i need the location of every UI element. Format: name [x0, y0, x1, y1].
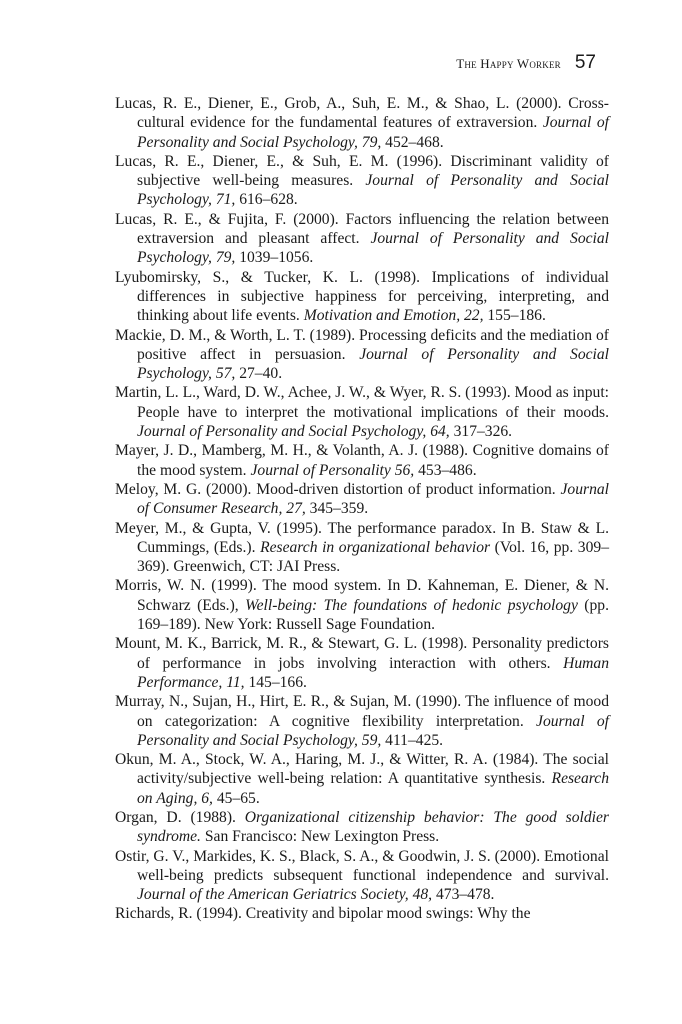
reference-entry: Murray, N., Sujan, H., Hirt, E. R., & Sujan, M. (1990). The influence of mood on categorization: A cognitive flexibility interpretation. Journal of Personality and Social Psychology, 59, 411–425. — [115, 693, 609, 749]
reference-entry: Lucas, R. E., Diener, E., & Suh, E. M. (1996). Discriminant validity of subjective well-being measures. Journal of Personality and Social Psychology, 71, 616–628. — [115, 152, 609, 209]
reference-entry: Ostir, G. V., Markides, K. S., Black, S. A., & Goodwin, J. S. (2000). Emotional well-being predicts subsequent functional independence and survival. Journal of the American Geriatrics Society, 48, 473–478. — [115, 847, 609, 904]
reference-entry: Martin, L. L., Ward, D. W., Achee, J. W., & Wyer, R. S. (1993). Mood as input: People have to interpret the motivational implications of their moods. Journal of Personality and Social Psychology, 64, 317–326. — [115, 384, 609, 441]
reference-list — [115, 94, 609, 924]
running-header — [456, 52, 596, 74]
reference-entry: Meloy, M. G. (2000). Mood-driven distortion of product information. Journal of Consumer Research, 27, 345–359. — [115, 480, 609, 518]
reference-entry: Okun, M. A., Stock, W. A., Haring, M. J., & Witter, R. A. (1984). The social activity/subjective well-being relation: A quantitative synthesis. Research on Aging, 6, 45–65. — [115, 751, 609, 807]
reference-entry: Meyer, M., & Gupta, V. (1995). The performance paradox. In B. Staw & L. Cummings, (Eds.). Research in organizational behavior (Vol. 16, pp. 309–369). Greenwich, CT: JAI Press. — [115, 519, 609, 576]
reference-entry: Richards, R. (1994). Creativity and bipolar mood swings: Why the — [115, 905, 531, 923]
reference-entry: Organ, D. (1988). Organizational citizenship behavior: The good soldier syndrome. San Francisco: New Lexington Press. — [115, 808, 609, 846]
reference-entry: Mayer, J. D., Mamberg, M. H., & Volanth, A. J. (1988). Cognitive domains of the mood system. Journal of Personality 56, 453–486. — [115, 442, 609, 479]
running-title: The Happy Worker — [456, 56, 561, 71]
reference-entry: Morris, W. N. (1999). The mood system. In D. Kahneman, E. Diener, & N. Schwarz (Eds.), Well-being: The foundations of hedonic psychology (pp. 169–189). New York: Russell Sage Foundation. — [115, 577, 609, 634]
page-number: 57 — [574, 52, 596, 73]
reference-entry: Mount, M. K., Barrick, M. R., & Stewart, G. L. (1998). Personality predictors of performance in jobs involving interaction with others. Human Performance, 11, 145–166. — [115, 635, 609, 691]
reference-entry: Lucas, R. E., & Fujita, F. (2000). Factors influencing the relation between extraversion and pleasant affect. Journal of Personality and Social Psychology, 79, 1039–1056. — [115, 210, 609, 267]
reference-entry: Lucas, R. E., Diener, E., Grob, A., Suh, E. M., & Shao, L. (2000). Cross-cultural evidence for the fundamental features of extraversion. Journal of Personality and Social Psychology, 79, 452–468. — [115, 95, 609, 151]
reference-entry: Mackie, D. M., & Worth, L. T. (1989). Processing deficits and the mediation of positive affect in persuasion. Journal of Personality and Social Psychology, 57, 27–40. — [115, 326, 609, 383]
reference-entry: Lyubomirsky, S., & Tucker, K. L. (1998). Implications of individual differences in subjective happiness for perceiving, interpreting, and thinking about life events. Motivation and Emotion, 22, 155–186. — [115, 268, 609, 325]
